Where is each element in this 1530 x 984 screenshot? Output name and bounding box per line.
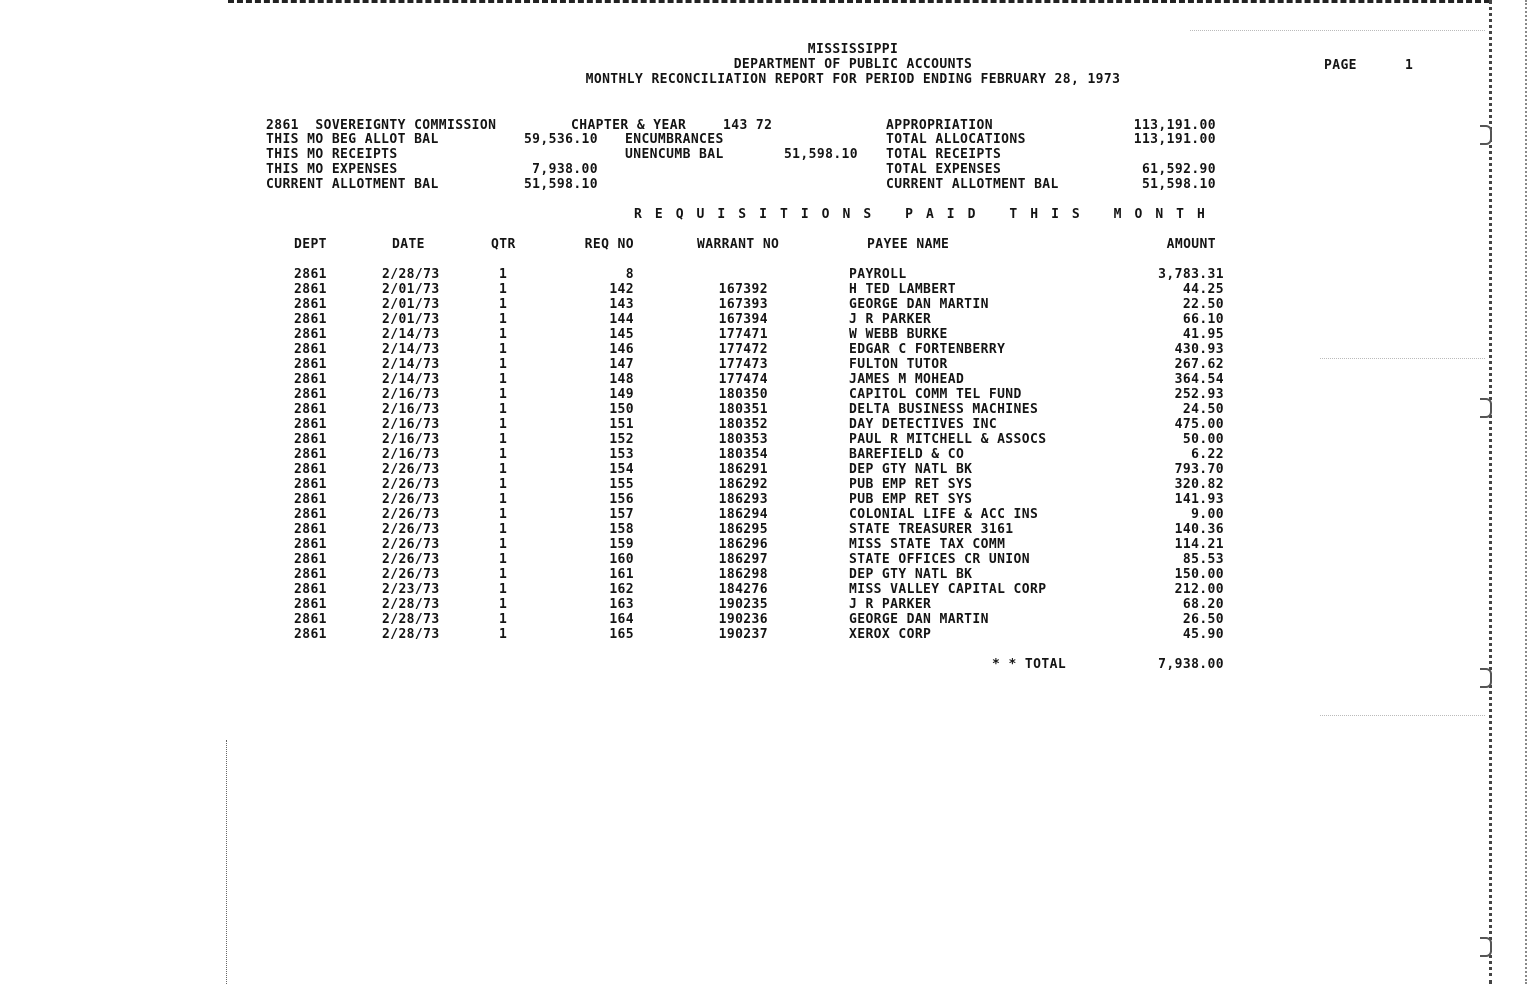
cell-warrant-no: 180354 bbox=[718, 447, 768, 462]
cell-dept: 2861 bbox=[294, 627, 327, 642]
cell-amount: 252.93 bbox=[1174, 387, 1224, 402]
cell-amount: 320.82 bbox=[1174, 477, 1224, 492]
unencumb-value: 51,598.10 bbox=[783, 147, 858, 162]
cell-amount: 22.50 bbox=[1182, 297, 1224, 312]
cell-payee: MISS STATE TAX COMM bbox=[849, 537, 1006, 552]
col-req-no: REQ NO bbox=[584, 237, 634, 252]
cell-dept: 2861 bbox=[294, 297, 327, 312]
cell-payee: EDGAR C FORTENBERRY bbox=[849, 342, 1006, 357]
unencumb-label: UNENCUMB BAL bbox=[625, 147, 724, 162]
cell-payee: H TED LAMBERT bbox=[849, 282, 956, 297]
cell-qtr: 1 bbox=[499, 462, 508, 477]
cell-amount: 140.36 bbox=[1174, 522, 1224, 537]
cell-payee: STATE TREASURER 3161 bbox=[849, 522, 1014, 537]
cell-qtr: 1 bbox=[499, 342, 508, 357]
cell-date: 2/01/73 bbox=[382, 312, 440, 327]
cell-warrant-no: 186297 bbox=[718, 552, 768, 567]
cell-req-no: 158 bbox=[609, 522, 634, 537]
total-expenses-value: 61,592.90 bbox=[1141, 162, 1216, 177]
cell-qtr: 1 bbox=[499, 522, 508, 537]
table-row bbox=[0, 597, 1530, 612]
cell-date: 2/16/73 bbox=[382, 402, 440, 417]
cell-req-no: 163 bbox=[609, 597, 634, 612]
cell-payee: DEP GTY NATL BK bbox=[849, 462, 973, 477]
cell-payee: W WEBB BURKE bbox=[849, 327, 948, 342]
table-row bbox=[0, 537, 1530, 552]
cell-req-no: 144 bbox=[609, 312, 634, 327]
receipts-label: THIS MO RECEIPTS bbox=[266, 147, 398, 162]
cell-dept: 2861 bbox=[294, 327, 327, 342]
scan-artifact-line bbox=[1320, 715, 1485, 716]
table-row bbox=[0, 612, 1530, 627]
cell-amount: 66.10 bbox=[1182, 312, 1224, 327]
cell-payee: PAUL R MITCHELL & ASSOCS bbox=[849, 432, 1047, 447]
table-row bbox=[0, 552, 1530, 567]
cell-amount: 150.00 bbox=[1174, 567, 1224, 582]
cell-warrant-no: 177472 bbox=[718, 342, 768, 357]
cell-dept: 2861 bbox=[294, 612, 327, 627]
scan-artifact-line bbox=[1190, 30, 1485, 31]
cell-qtr: 1 bbox=[499, 297, 508, 312]
col-payee: PAYEE NAME bbox=[867, 237, 950, 252]
cell-dept: 2861 bbox=[294, 312, 327, 327]
cell-req-no: 161 bbox=[609, 567, 634, 582]
cell-dept: 2861 bbox=[294, 522, 327, 537]
cell-warrant-no: 167392 bbox=[718, 282, 768, 297]
total-allocations-label: TOTAL ALLOCATIONS bbox=[886, 132, 1026, 147]
cell-dept: 2861 bbox=[294, 597, 327, 612]
cell-date: 2/26/73 bbox=[382, 492, 440, 507]
table-row bbox=[0, 267, 1530, 282]
table-row bbox=[0, 567, 1530, 582]
cell-req-no: 162 bbox=[609, 582, 634, 597]
cell-payee: MISS VALLEY CAPITAL CORP bbox=[849, 582, 1047, 597]
cell-qtr: 1 bbox=[499, 282, 508, 297]
table-row bbox=[0, 627, 1530, 642]
cell-dept: 2861 bbox=[294, 372, 327, 387]
table-row bbox=[0, 477, 1530, 492]
table-row bbox=[0, 432, 1530, 447]
cell-amount: 45.90 bbox=[1182, 627, 1224, 642]
total-label: * * TOTAL bbox=[992, 657, 1067, 672]
table-row bbox=[0, 417, 1530, 432]
expenses-value: 7,938.00 bbox=[532, 162, 598, 177]
cell-req-no: 153 bbox=[609, 447, 634, 462]
cell-payee: XEROX CORP bbox=[849, 627, 932, 642]
cell-warrant-no: 190235 bbox=[718, 597, 768, 612]
cell-qtr: 1 bbox=[499, 552, 508, 567]
cell-dept: 2861 bbox=[294, 387, 327, 402]
cell-req-no: 154 bbox=[609, 462, 634, 477]
cell-amount: 430.93 bbox=[1174, 342, 1224, 357]
cell-payee: PUB EMP RET SYS bbox=[849, 477, 973, 492]
cell-amount: 364.54 bbox=[1174, 372, 1224, 387]
cell-dept: 2861 bbox=[294, 342, 327, 357]
cell-dept: 2861 bbox=[294, 417, 327, 432]
cell-dept: 2861 bbox=[294, 462, 327, 477]
encumbrances-label: ENCUMBRANCES bbox=[625, 132, 724, 147]
cell-warrant-no: 177474 bbox=[718, 372, 768, 387]
cell-warrant-no: 186292 bbox=[718, 477, 768, 492]
cell-req-no: 142 bbox=[609, 282, 634, 297]
cell-warrant-no: 186295 bbox=[718, 522, 768, 537]
cell-payee: J R PARKER bbox=[849, 312, 932, 327]
cell-req-no: 157 bbox=[609, 507, 634, 522]
cell-warrant-no: 190236 bbox=[718, 612, 768, 627]
cell-date: 2/28/73 bbox=[382, 267, 440, 282]
col-dept: DEPT bbox=[294, 237, 327, 252]
current-allot-bal2-value: 51,598.10 bbox=[1141, 177, 1216, 192]
cell-req-no: 143 bbox=[609, 297, 634, 312]
table-row bbox=[0, 372, 1530, 387]
cell-dept: 2861 bbox=[294, 507, 327, 522]
cell-date: 2/26/73 bbox=[382, 462, 440, 477]
total-expenses-label: TOTAL EXPENSES bbox=[886, 162, 1002, 177]
cell-req-no: 155 bbox=[609, 477, 634, 492]
cell-date: 2/01/73 bbox=[382, 282, 440, 297]
cell-dept: 2861 bbox=[294, 552, 327, 567]
cell-qtr: 1 bbox=[499, 627, 508, 642]
table-row bbox=[0, 297, 1530, 312]
cell-warrant-no: 180350 bbox=[718, 387, 768, 402]
cell-warrant-no: 186298 bbox=[718, 567, 768, 582]
table-row bbox=[0, 582, 1530, 597]
cell-qtr: 1 bbox=[499, 372, 508, 387]
cell-req-no: 156 bbox=[609, 492, 634, 507]
cell-payee: DAY DETECTIVES INC bbox=[849, 417, 998, 432]
tractor-hole-3 bbox=[1480, 668, 1492, 688]
cell-req-no: 159 bbox=[609, 537, 634, 552]
cell-req-no: 145 bbox=[609, 327, 634, 342]
table-row bbox=[0, 357, 1530, 372]
cell-dept: 2861 bbox=[294, 537, 327, 552]
cell-payee: DEP GTY NATL BK bbox=[849, 567, 973, 582]
cell-dept: 2861 bbox=[294, 282, 327, 297]
header-state: MISSISSIPPI bbox=[807, 42, 899, 57]
cell-date: 2/28/73 bbox=[382, 627, 440, 642]
page-number: 1 bbox=[1405, 58, 1414, 73]
cell-warrant-no: 167394 bbox=[718, 312, 768, 327]
cell-dept: 2861 bbox=[294, 492, 327, 507]
cell-qtr: 1 bbox=[499, 267, 508, 282]
table-row bbox=[0, 312, 1530, 327]
table-row bbox=[0, 342, 1530, 357]
cell-qtr: 1 bbox=[499, 612, 508, 627]
cell-date: 2/26/73 bbox=[382, 552, 440, 567]
cell-req-no: 165 bbox=[609, 627, 634, 642]
cell-dept: 2861 bbox=[294, 402, 327, 417]
cell-qtr: 1 bbox=[499, 477, 508, 492]
cell-qtr: 1 bbox=[499, 387, 508, 402]
total-allocations-value: 113,191.00 bbox=[1133, 132, 1216, 147]
cell-date: 2/23/73 bbox=[382, 582, 440, 597]
cell-date: 2/26/73 bbox=[382, 507, 440, 522]
cell-payee: BAREFIELD & CO bbox=[849, 447, 965, 462]
col-amount: AMOUNT bbox=[1166, 237, 1216, 252]
cell-qtr: 1 bbox=[499, 432, 508, 447]
cell-req-no: 147 bbox=[609, 357, 634, 372]
cell-amount: 3,783.31 bbox=[1158, 267, 1224, 282]
cell-date: 2/14/73 bbox=[382, 342, 440, 357]
cell-warrant-no: 190237 bbox=[718, 627, 768, 642]
appropriation-label: APPROPRIATION bbox=[886, 118, 993, 133]
cell-dept: 2861 bbox=[294, 357, 327, 372]
cell-date: 2/14/73 bbox=[382, 327, 440, 342]
cell-dept: 2861 bbox=[294, 432, 327, 447]
cell-qtr: 1 bbox=[499, 417, 508, 432]
cell-date: 2/01/73 bbox=[382, 297, 440, 312]
cell-qtr: 1 bbox=[499, 597, 508, 612]
cell-warrant-no: 186293 bbox=[718, 492, 768, 507]
cell-qtr: 1 bbox=[499, 402, 508, 417]
header-department: DEPARTMENT OF PUBLIC ACCOUNTS bbox=[733, 57, 973, 72]
cell-amount: 85.53 bbox=[1182, 552, 1224, 567]
tractor-hole-4 bbox=[1480, 937, 1492, 957]
appropriation-value: 113,191.00 bbox=[1133, 118, 1216, 133]
cell-req-no: 148 bbox=[609, 372, 634, 387]
cell-amount: 267.62 bbox=[1174, 357, 1224, 372]
cell-payee: PUB EMP RET SYS bbox=[849, 492, 973, 507]
cell-warrant-no: 177473 bbox=[718, 357, 768, 372]
cell-date: 2/26/73 bbox=[382, 537, 440, 552]
total-receipts-label: TOTAL RECEIPTS bbox=[886, 147, 1002, 162]
cell-date: 2/16/73 bbox=[382, 387, 440, 402]
cell-date: 2/14/73 bbox=[382, 372, 440, 387]
cell-date: 2/16/73 bbox=[382, 447, 440, 462]
cell-qtr: 1 bbox=[499, 327, 508, 342]
cell-amount: 44.25 bbox=[1182, 282, 1224, 297]
cell-req-no: 151 bbox=[609, 417, 634, 432]
cell-amount: 50.00 bbox=[1182, 432, 1224, 447]
cell-dept: 2861 bbox=[294, 582, 327, 597]
table-row bbox=[0, 402, 1530, 417]
chapter-year-value: 143 72 bbox=[723, 118, 773, 133]
table-row bbox=[0, 507, 1530, 522]
table-row bbox=[0, 327, 1530, 342]
cell-qtr: 1 bbox=[499, 312, 508, 327]
beg-allot-label: THIS MO BEG ALLOT BAL bbox=[266, 132, 439, 147]
cell-warrant-no: 167393 bbox=[718, 297, 768, 312]
col-warrant-no: WARRANT NO bbox=[697, 237, 780, 252]
cell-req-no: 149 bbox=[609, 387, 634, 402]
cell-req-no: 152 bbox=[609, 432, 634, 447]
cell-qtr: 1 bbox=[499, 357, 508, 372]
cell-dept: 2861 bbox=[294, 447, 327, 462]
cell-amount: 475.00 bbox=[1174, 417, 1224, 432]
table-row bbox=[0, 447, 1530, 462]
cell-warrant-no: 180352 bbox=[718, 417, 768, 432]
cell-amount: 141.93 bbox=[1174, 492, 1224, 507]
cell-qtr: 1 bbox=[499, 447, 508, 462]
cell-date: 2/28/73 bbox=[382, 597, 440, 612]
cell-amount: 212.00 bbox=[1174, 582, 1224, 597]
cell-date: 2/26/73 bbox=[382, 522, 440, 537]
cell-req-no: 8 bbox=[625, 267, 634, 282]
total-value: 7,938.00 bbox=[1158, 657, 1224, 672]
tractor-hole-1 bbox=[1480, 125, 1492, 145]
cell-req-no: 164 bbox=[609, 612, 634, 627]
cell-amount: 9.00 bbox=[1191, 507, 1224, 522]
cell-warrant-no: 177471 bbox=[718, 327, 768, 342]
cell-amount: 24.50 bbox=[1182, 402, 1224, 417]
cell-warrant-no: 186291 bbox=[718, 462, 768, 477]
cell-warrant-no: 186294 bbox=[718, 507, 768, 522]
cell-dept: 2861 bbox=[294, 477, 327, 492]
perforation-left bbox=[226, 740, 227, 984]
cell-warrant-no: 184276 bbox=[718, 582, 768, 597]
cell-qtr: 1 bbox=[499, 567, 508, 582]
section-title: R E Q U I S I T I O N S P A I D T H I S M O N T H bbox=[634, 207, 1208, 222]
current-allot-label: CURRENT ALLOTMENT BAL bbox=[266, 177, 439, 192]
cell-dept: 2861 bbox=[294, 567, 327, 582]
cell-payee: CAPITOL COMM TEL FUND bbox=[849, 387, 1022, 402]
beg-allot-value: 59,536.10 bbox=[523, 132, 598, 147]
report-title: MONTHLY RECONCILIATION REPORT FOR PERIOD ENDING FEBRUARY 28, 1973 bbox=[585, 72, 1121, 87]
cell-qtr: 1 bbox=[499, 537, 508, 552]
cell-amount: 68.20 bbox=[1182, 597, 1224, 612]
cell-date: 2/16/73 bbox=[382, 417, 440, 432]
page-label: PAGE bbox=[1324, 58, 1357, 73]
cell-req-no: 160 bbox=[609, 552, 634, 567]
cell-warrant-no: 186296 bbox=[718, 537, 768, 552]
cell-amount: 41.95 bbox=[1182, 327, 1224, 342]
cell-payee: JAMES M MOHEAD bbox=[849, 372, 965, 387]
current-allot-value: 51,598.10 bbox=[523, 177, 598, 192]
table-row bbox=[0, 522, 1530, 537]
cell-amount: 793.70 bbox=[1174, 462, 1224, 477]
col-qtr: QTR bbox=[491, 237, 516, 252]
cell-payee: FULTON TUTOR bbox=[849, 357, 948, 372]
cell-payee: GEORGE DAN MARTIN bbox=[849, 297, 989, 312]
cell-warrant-no: 180353 bbox=[718, 432, 768, 447]
tear-edge-top bbox=[228, 0, 1490, 3]
table-row bbox=[0, 462, 1530, 477]
table-row bbox=[0, 387, 1530, 402]
cell-date: 2/26/73 bbox=[382, 567, 440, 582]
cell-req-no: 146 bbox=[609, 342, 634, 357]
cell-qtr: 1 bbox=[499, 507, 508, 522]
cell-payee: COLONIAL LIFE & ACC INS bbox=[849, 507, 1039, 522]
cell-date: 2/16/73 bbox=[382, 432, 440, 447]
table-row bbox=[0, 282, 1530, 297]
cell-payee: STATE OFFICES CR UNION bbox=[849, 552, 1030, 567]
current-allot-bal2-label: CURRENT ALLOTMENT BAL bbox=[886, 177, 1059, 192]
col-date: DATE bbox=[392, 237, 425, 252]
cell-dept: 2861 bbox=[294, 267, 327, 282]
cell-payee: GEORGE DAN MARTIN bbox=[849, 612, 989, 627]
cell-amount: 114.21 bbox=[1174, 537, 1224, 552]
cell-payee: DELTA BUSINESS MACHINES bbox=[849, 402, 1039, 417]
cell-req-no: 150 bbox=[609, 402, 634, 417]
cell-date: 2/14/73 bbox=[382, 357, 440, 372]
cell-warrant-no: 180351 bbox=[718, 402, 768, 417]
table-row bbox=[0, 492, 1530, 507]
agency-name: 2861 SOVEREIGNTY COMMISSION bbox=[266, 118, 497, 133]
cell-qtr: 1 bbox=[499, 582, 508, 597]
cell-amount: 6.22 bbox=[1191, 447, 1224, 462]
cell-date: 2/26/73 bbox=[382, 477, 440, 492]
chapter-year-label: CHAPTER & YEAR bbox=[571, 118, 687, 133]
cell-payee: J R PARKER bbox=[849, 597, 932, 612]
expenses-label: THIS MO EXPENSES bbox=[266, 162, 398, 177]
cell-payee: PAYROLL bbox=[849, 267, 907, 282]
cell-amount: 26.50 bbox=[1182, 612, 1224, 627]
cell-qtr: 1 bbox=[499, 492, 508, 507]
cell-date: 2/28/73 bbox=[382, 612, 440, 627]
